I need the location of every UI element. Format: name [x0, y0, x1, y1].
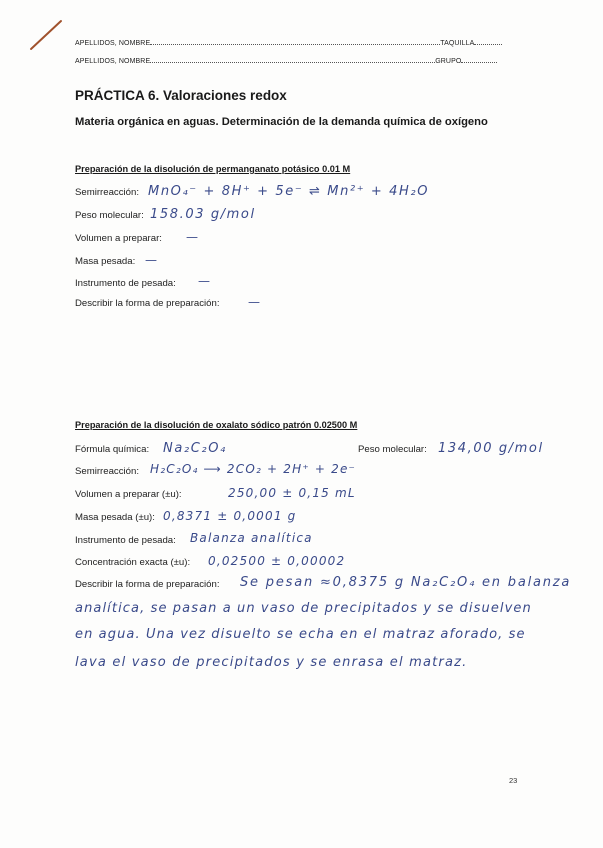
practice-subtitle: Materia orgánica en aguas. Determinación de la demanda química de oxígeno [75, 116, 488, 128]
section1-heading: Preparación de la disolución de permanganato potásico 0.01 M [75, 164, 351, 174]
s2-describir-line-3: en agua. Una vez disuelto se echa en el matraz aforado, se [75, 627, 526, 642]
header-name-line-2 [75, 56, 497, 65]
s2-volumen-label: Volumen a preparar (±u): [75, 489, 182, 500]
name-label-2: APELLIDOS, NOMBRE [75, 58, 151, 65]
header-name-line-1 [75, 38, 502, 47]
s2-formula-value: Na₂C₂O₄ [163, 441, 227, 456]
s1-semireaccion-value: MnO₄⁻ + 8H⁺ + 5e⁻ ⇌ Mn²⁺ + 4H₂O [148, 184, 430, 199]
grupo-label: GRUPO [435, 58, 462, 65]
s1-instrumento-value: — [198, 274, 212, 288]
practice-title: PRÁCTICA 6. Valoraciones redox [75, 88, 287, 103]
pencil-mark-icon [28, 18, 64, 52]
s2-describir-line-1: Se pesan ≈0,8375 g Na₂C₂O₄ en balanza [240, 575, 572, 590]
s1-peso-label: Peso molecular: [75, 210, 144, 221]
name-label-1: APELLIDOS, NOMBRE [75, 40, 151, 47]
s2-peso-label: Peso molecular: [358, 444, 427, 455]
s1-semireaccion-label: Semirreacción: [75, 187, 139, 198]
s2-instrumento-value: Balanza analítica [190, 531, 313, 545]
section2-heading: Preparación de la disolución de oxalato sódico patrón 0.02500 M [75, 420, 358, 430]
taquilla-label: TAQUILLA [440, 40, 475, 47]
s1-describir-label: Describir la forma de preparación: [75, 298, 220, 309]
s2-describir-line-2: analítica, se pasan a un vaso de precipitados y se disuelven [75, 601, 532, 616]
s1-masa-label: Masa pesada: [75, 256, 136, 267]
s2-masa-label: Masa pesada (±u): [75, 512, 155, 523]
s2-formula-label: Fórmula química: [75, 444, 150, 455]
s2-peso-value: 134,00 g/mol [438, 441, 544, 456]
s2-concentracion-value: 0,02500 ± 0,00002 [208, 554, 346, 568]
s1-masa-value: — [145, 253, 159, 267]
s1-peso-value: 158.03 g/mol [150, 207, 256, 222]
s1-instrumento-label: Instrumento de pesada: [75, 278, 176, 289]
s1-volumen-label: Volumen a preparar: [75, 233, 162, 244]
s2-concentracion-label: Concentración exacta (±u): [75, 557, 191, 568]
s1-volumen-value: — [186, 230, 200, 244]
s2-volumen-value: 250,00 ± 0,15 mL [228, 486, 356, 500]
page-number: 23 [509, 776, 518, 785]
s2-describir-line-4: lava el vaso de precipitados y se enrasa el matraz. [75, 655, 468, 670]
s2-semireaccion-value: H₂C₂O₄ ⟶ 2CO₂ + 2H⁺ + 2e⁻ [150, 462, 357, 476]
s2-masa-value: 0,8371 ± 0,0001 g [163, 509, 297, 523]
s1-describir-value: — [248, 295, 262, 309]
s2-semireaccion-label: Semirreacción: [75, 466, 139, 477]
s2-describir-label: Describir la forma de preparación: [75, 579, 220, 590]
s2-instrumento-label: Instrumento de pesada: [75, 535, 176, 546]
